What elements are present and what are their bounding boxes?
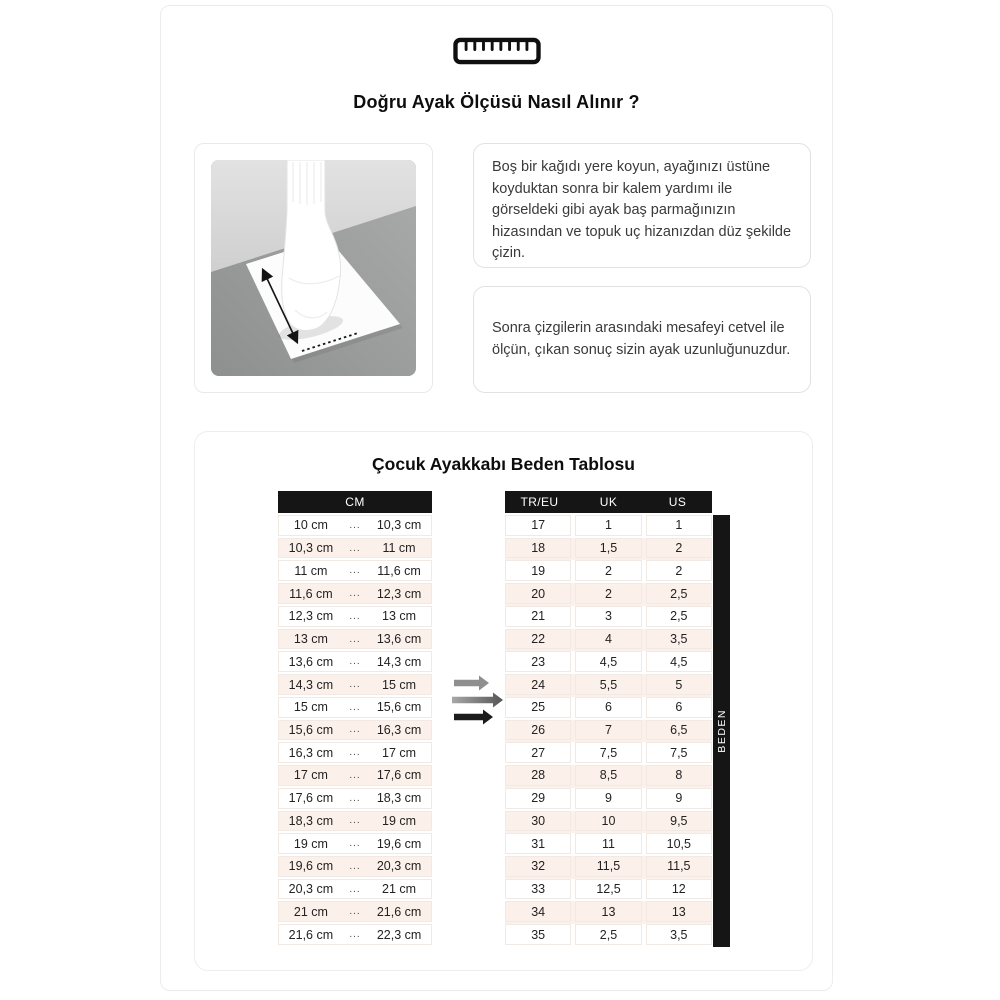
size-table-row — [505, 674, 712, 697]
cm-from-value: 19,6 cm — [288, 859, 334, 874]
uk-value: 2 — [575, 560, 641, 581]
treu-value: 17 — [505, 515, 571, 536]
uk-value: 11 — [575, 833, 641, 854]
cm-separator: ... — [349, 906, 361, 918]
us-value: 12 — [646, 879, 712, 900]
us-value: 3,5 — [646, 629, 712, 650]
us-value: 2 — [646, 538, 712, 559]
cm-table-row — [278, 788, 432, 809]
size-table — [505, 491, 712, 947]
cm-to-value: 17,6 cm — [376, 768, 422, 783]
cm-separator: ... — [349, 588, 361, 600]
cm-table-row — [278, 697, 432, 718]
uk-value: 7,5 — [575, 742, 641, 763]
cm-from-value: 15 cm — [293, 700, 328, 715]
treu-value: 24 — [505, 674, 571, 695]
cm-from-value: 21 cm — [293, 904, 328, 919]
cm-from-value: 18,3 cm — [288, 813, 334, 828]
us-value: 5 — [646, 674, 712, 695]
us-value: 2 — [646, 560, 712, 581]
cm-table — [278, 491, 432, 947]
uk-value: 2,5 — [575, 924, 641, 945]
cm-table-row — [278, 742, 432, 763]
treu-value: 27 — [505, 742, 571, 763]
uk-value: 10 — [575, 811, 641, 832]
cm-table-row — [278, 538, 432, 559]
treu-value: 22 — [505, 629, 571, 650]
cm-separator: ... — [349, 860, 361, 872]
cm-to-value: 21 cm — [382, 882, 417, 897]
cm-to-value: 10,3 cm — [376, 518, 422, 533]
us-value: 6,5 — [646, 720, 712, 741]
cm-from-value: 13 cm — [293, 632, 328, 647]
cm-table-row — [278, 560, 432, 581]
size-table-row — [505, 697, 712, 720]
cm-to-value: 15 cm — [382, 677, 417, 692]
ruler-icon — [161, 37, 832, 70]
us-value: 2,5 — [646, 583, 712, 604]
foot-measurement-photo-card — [194, 143, 433, 393]
cm-separator: ... — [349, 792, 361, 804]
size-table-row — [505, 788, 712, 811]
cm-table-row — [278, 606, 432, 627]
treu-value: 34 — [505, 901, 571, 922]
uk-value: 2 — [575, 583, 641, 604]
page-title: Doğru Ayak Ölçüsü Nasıl Alınır ? — [353, 92, 640, 112]
size-table-row — [505, 606, 712, 629]
cm-separator: ... — [349, 633, 361, 645]
cm-to-value: 14,3 cm — [376, 654, 422, 669]
treu-value: 28 — [505, 765, 571, 786]
cm-from-value: 13,6 cm — [288, 654, 334, 669]
cm-from-value: 19 cm — [293, 836, 328, 851]
size-table-row — [505, 879, 712, 902]
cm-to-value: 15,6 cm — [376, 700, 422, 715]
cm-table-row — [278, 879, 432, 900]
instruction-text-2: Sonra çizgilerin arasındaki mesafeyi cetvel ile ölçün, çıkan sonuç sizin ayak uzunluğunuzdur. — [492, 320, 791, 358]
uk-value: 4,5 — [575, 651, 641, 672]
cm-table-row — [278, 924, 432, 945]
size-chart-card — [194, 431, 813, 971]
cm-to-value: 11 cm — [382, 541, 416, 556]
us-value: 11,5 — [646, 856, 712, 877]
size-table-row — [505, 901, 712, 924]
uk-value: 1 — [575, 515, 641, 536]
cm-to-value: 22,3 cm — [376, 927, 422, 942]
us-value: 6 — [646, 697, 712, 718]
uk-value: 6 — [575, 697, 641, 718]
treu-value: 30 — [505, 811, 571, 832]
cm-table-row — [278, 811, 432, 832]
uk-value: 9 — [575, 788, 641, 809]
us-value: 4,5 — [646, 651, 712, 672]
cm-table-row — [278, 583, 432, 604]
size-table-row — [505, 924, 712, 947]
cm-table-row — [278, 651, 432, 672]
us-value: 7,5 — [646, 742, 712, 763]
cm-from-value: 12,3 cm — [288, 609, 334, 624]
size-table-header-treu: TR/EU — [520, 495, 559, 509]
cm-to-value: 17 cm — [382, 745, 417, 760]
cm-from-value: 15,6 cm — [288, 722, 334, 737]
size-table-row — [505, 720, 712, 743]
cm-from-value: 14,3 cm — [288, 677, 334, 692]
cm-table-row — [278, 674, 432, 695]
treu-value: 18 — [505, 538, 571, 559]
cm-table-row — [278, 833, 432, 854]
cm-separator: ... — [349, 883, 361, 895]
cm-table-row — [278, 515, 432, 536]
cm-to-value: 20,3 cm — [376, 859, 422, 874]
cm-from-value: 11,6 cm — [289, 586, 333, 601]
treu-value: 21 — [505, 606, 571, 627]
instruction-text-1: Boş bir kağıdı yere koyun, ayağınızı üstüne koyduktan sonra bir kalem yardımı ile görseldeki gibi ayak baş parmağınızın hizasından ve topuk uç hizanızdan düz şekilde çizin. — [492, 159, 792, 261]
treu-value: 20 — [505, 583, 571, 604]
us-value: 13 — [646, 901, 712, 922]
size-table-row — [505, 560, 712, 583]
cm-from-value: 20,3 cm — [288, 882, 334, 897]
size-table-row — [505, 811, 712, 834]
instruction-box-2 — [473, 286, 811, 393]
size-table-row — [505, 765, 712, 788]
uk-value: 4 — [575, 629, 641, 650]
cm-separator: ... — [349, 610, 361, 622]
uk-value: 12,5 — [575, 879, 641, 900]
size-table-row — [505, 515, 712, 538]
size-table-header-us: US — [668, 495, 687, 509]
cm-separator: ... — [349, 542, 361, 554]
cm-table-row — [278, 629, 432, 650]
cm-separator: ... — [349, 679, 361, 690]
size-table-row — [505, 629, 712, 652]
cm-table-row — [278, 901, 432, 922]
instruction-box-1 — [473, 143, 811, 268]
size-table-row — [505, 856, 712, 879]
cm-from-value: 17 cm — [293, 768, 328, 783]
cm-separator: ... — [349, 565, 361, 577]
measure-section — [194, 143, 811, 393]
treu-value: 32 — [505, 856, 571, 877]
cm-table-rows — [278, 515, 432, 945]
size-table-row — [505, 651, 712, 674]
us-value: 9,5 — [646, 811, 712, 832]
cm-separator: ... — [349, 724, 361, 736]
cm-from-value: 21,6 cm — [288, 927, 334, 942]
size-table-header-uk: UK — [599, 495, 618, 509]
cm-table-row — [278, 765, 432, 786]
uk-value: 3 — [575, 606, 641, 627]
cm-separator: ... — [349, 701, 361, 713]
cm-table-row — [278, 720, 432, 741]
size-table-row — [505, 742, 712, 765]
size-table-row — [505, 583, 712, 606]
cm-separator: ... — [349, 815, 361, 827]
cm-to-value: 13,6 cm — [376, 632, 422, 647]
foot-measurement-photo — [211, 160, 416, 376]
treu-value: 33 — [505, 879, 571, 900]
cm-from-value: 10,3 cm — [288, 541, 334, 556]
cm-separator: ... — [349, 656, 361, 668]
treu-value: 31 — [505, 833, 571, 854]
content-card — [160, 5, 833, 991]
uk-value: 1,5 — [575, 538, 641, 559]
treu-value: 25 — [505, 697, 571, 718]
uk-value: 7 — [575, 720, 641, 741]
cm-separator: ... — [349, 769, 361, 781]
uk-value: 11,5 — [575, 856, 641, 877]
cm-to-value: 19 cm — [382, 813, 417, 828]
cm-from-value: 11 cm — [294, 563, 328, 578]
cm-table-row — [278, 856, 432, 877]
treu-value: 19 — [505, 560, 571, 581]
us-value: 9 — [646, 788, 712, 809]
cm-separator: ... — [349, 747, 361, 759]
treu-value: 23 — [505, 651, 571, 672]
treu-value: 26 — [505, 720, 571, 741]
size-table-row — [505, 833, 712, 856]
cm-separator: ... — [349, 519, 361, 531]
uk-value: 8,5 — [575, 765, 641, 786]
instructions-column — [473, 143, 811, 393]
beden-side-label: BEDEN — [715, 709, 728, 753]
uk-value: 13 — [575, 901, 641, 922]
treu-value: 29 — [505, 788, 571, 809]
cm-to-value: 21,6 cm — [376, 904, 422, 919]
size-table-header — [505, 491, 712, 513]
treu-value: 35 — [505, 924, 571, 945]
size-table-row — [505, 538, 712, 561]
cm-from-value: 17,6 cm — [288, 791, 334, 806]
us-value: 1 — [646, 515, 712, 536]
cm-to-value: 11,6 cm — [377, 563, 421, 578]
beden-side-bar — [713, 515, 730, 947]
cm-to-value: 18,3 cm — [376, 791, 422, 806]
size-table-rows — [505, 515, 712, 947]
cm-separator: ... — [349, 838, 361, 850]
us-value: 8 — [646, 765, 712, 786]
uk-value: 5,5 — [575, 674, 641, 695]
us-value: 2,5 — [646, 606, 712, 627]
cm-table-header: CM — [278, 491, 432, 513]
us-value: 3,5 — [646, 924, 712, 945]
cm-to-value: 19,6 cm — [376, 836, 422, 851]
transfer-arrows-icon — [451, 673, 503, 731]
cm-from-value: 16,3 cm — [288, 745, 334, 760]
us-value: 10,5 — [646, 833, 712, 854]
cm-to-value: 16,3 cm — [376, 722, 422, 737]
size-chart-title: Çocuk Ayakkabı Beden Tablosu — [372, 454, 635, 474]
cm-separator: ... — [349, 929, 361, 941]
cm-from-value: 10 cm — [293, 518, 328, 533]
cm-to-value: 13 cm — [382, 609, 417, 624]
cm-to-value: 12,3 cm — [376, 586, 422, 601]
